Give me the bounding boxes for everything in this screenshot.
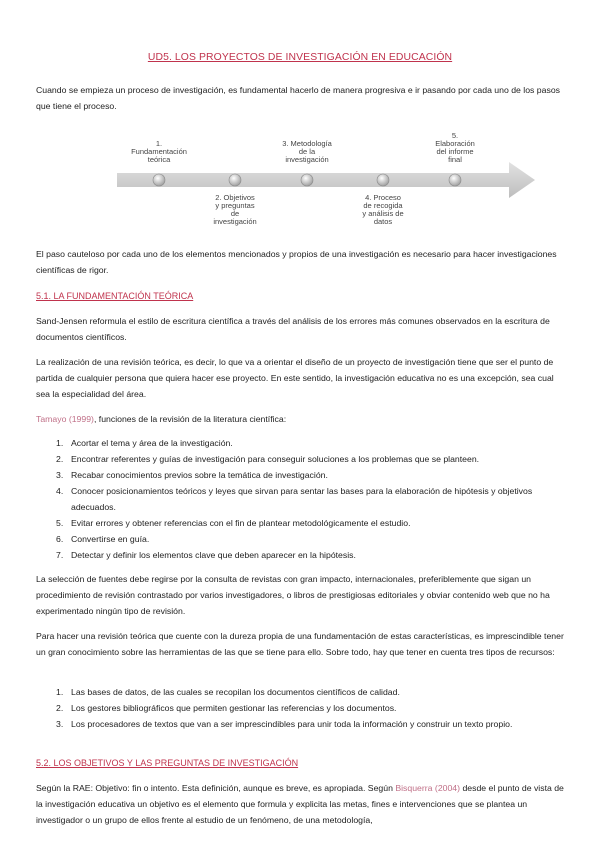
timeline-step-label: 2. Objetivos [215,193,255,202]
list-item-text: Acortar el tema y área de la investigación. [71,438,233,448]
list-item [36,483,568,515]
list-item [36,451,568,467]
list-item-text: Los procesadores de textos que van a ser imprescindibles para unir toda la información y construir un texto propio. [71,719,513,729]
list-item [36,716,568,732]
list-item-number: 3. [56,470,64,480]
list-item [36,700,568,716]
list-item-text: Encontrar referentes y guías de investigación para conseguir soluciones a los problemas que se planteen. [71,454,480,464]
list-item-number: 1. [56,438,64,448]
timeline-step-marker [377,174,389,186]
list-item-number: 2. [56,454,64,464]
list-item [36,684,568,700]
section1-paragraph-2: La realización de una revisión teórica, es decir, lo que va a orientar el diseño de un proyecto de investigación tiene que ser el punto de partida de cualquier persona que quiera hacer ese proyecto. En este sentido, la investigación educativa no es una excepción, sea cual sea la especialidad del área. [36,357,554,399]
after-diagram-paragraph: El paso cauteloso por cada uno de los elementos mencionados y propios de una investigación es necesario para hacer investigaciones científicas de rigor. [36,249,557,275]
section1-paragraph-4: La selección de fuentes debe regirse por la consulta de revistas con gran impacto, internacionales, preferiblemente que sigan un procedimiento de revisión contrastado por varios investigadores, o libros de prestigiosas editoriales y obviar contenido web que no ha experimentado ningún tipo de revisión. [36,574,550,616]
section1-paragraph-1: Sand-Jensen reformula el estilo de escritura científica a través del análisis de los errores más comunes observados en la escritura de documentos científicos. [36,316,550,342]
section-heading-2: 5.2. LOS OBJETIVOS Y LAS PREGUNTAS DE INVESTIGACIÓN [36,758,299,768]
timeline-step-label: 3. Metodología [282,139,332,148]
timeline-step-label: 5. [451,131,459,140]
timeline-step-marker [229,174,241,186]
list-item-text: Evitar errores y obtener referencias con el fin de plantear metodológicamente el estudio. [71,518,411,528]
list-item-text: Las bases de datos, de las cuales se recopilan los documentos científicos de calidad. [71,687,400,697]
literature-functions-list [36,435,568,563]
timeline-step-label: y análisis de [362,209,404,218]
list-item-number: 7. [56,550,64,560]
list-item-number: 2. [56,703,64,713]
timeline-step-label: del informe [436,147,474,156]
list-item [36,531,568,547]
intro-paragraph: Cuando se empieza un proceso de investigación, es fundamental hacerlo de manera progresiva e ir pasando por cada uno de los pasos que tiene el proceso. [36,85,560,111]
timeline-step-label: de la [298,147,316,156]
section1-paragraph-3: Tamayo (1999), funciones de la revisión de la literatura científica: [36,414,287,424]
list-item-number: 6. [56,534,64,544]
timeline-step-label: de recogida [363,201,403,210]
section1-paragraph-5: Para hacer una revisión teórica que cuente con la dureza propia de una fundamentación de estas características, es imprescindible tener un gran conocimiento sobre las herramientas de las que se tiene para ello. Sobre todo, hay que tener en cuenta tres tipos de recursos: [36,631,564,657]
timeline-step-label: investigación [285,155,329,164]
list-item-number: 4. [56,486,64,496]
timeline-step-label: datos [373,217,393,226]
timeline-arrow [117,162,535,198]
list-item-text: Convertirse en guía. [71,534,150,544]
timeline-step-label: de [230,209,240,218]
list-item-text: Recabar conocimientos previos sobre la temática de investigación. [71,470,328,480]
list-item [36,467,568,483]
timeline-step-label: final [448,155,462,164]
list-item [36,547,568,563]
section-heading-1: 5.1. LA FUNDAMENTACIÓN TEÓRICA [36,291,194,301]
timeline-step-marker [153,174,165,186]
timeline-step-label: teórica [147,155,171,164]
timeline-step-label: Fundamentación [131,147,187,156]
list-item-number: 5. [56,518,64,528]
list-item-text: Detectar y definir los elementos clave que deben aparecer en la hipótesis. [71,550,356,560]
list-item-text: Los gestores bibliográficos que permiten gestionar las referencias y los documentos. [71,703,397,713]
timeline-step-label: y preguntas [215,201,255,210]
timeline-step-label: 1. [155,139,163,148]
timeline-step-label: investigación [213,217,257,226]
timeline-step-marker [449,174,461,186]
timeline-step-label: Elaboración [435,139,475,148]
list-item [36,515,568,531]
list-item-number: 1. [56,687,64,697]
process-timeline-diagram [117,128,537,236]
resources-list [36,684,568,732]
timeline-step-marker [301,174,313,186]
timeline-step-label: 4. Proceso [365,193,401,202]
page-title: UD5. LOS PROYECTOS DE INVESTIGACIÓN EN EDUCACIÓN [147,52,453,63]
citation-tamayo: Tamayo (1999) [36,414,94,424]
citation-bisquerra: Bisquerra (2004) [395,783,461,793]
section2-paragraph-1: Según la RAE: Objetivo: fin o intento. Esta definición, aunque es breve, es apropiada. Según Bisquerra (2004) desde el punto de vista de la investigación educativa un objetivo es el elemento que formula y explicita las metas, fines e intervenciones que se plantea un investigador o un grupo de ellos frente al estudio de un fenómeno, de una metodología, [36,783,564,825]
list-item-text: Conocer posicionamientos teóricos y leyes que sirvan para sentar las bases para la elaboración de hipótesis y objetivos adecuados. [71,486,533,512]
list-item-number: 3. [56,719,64,729]
list-item [36,435,568,451]
